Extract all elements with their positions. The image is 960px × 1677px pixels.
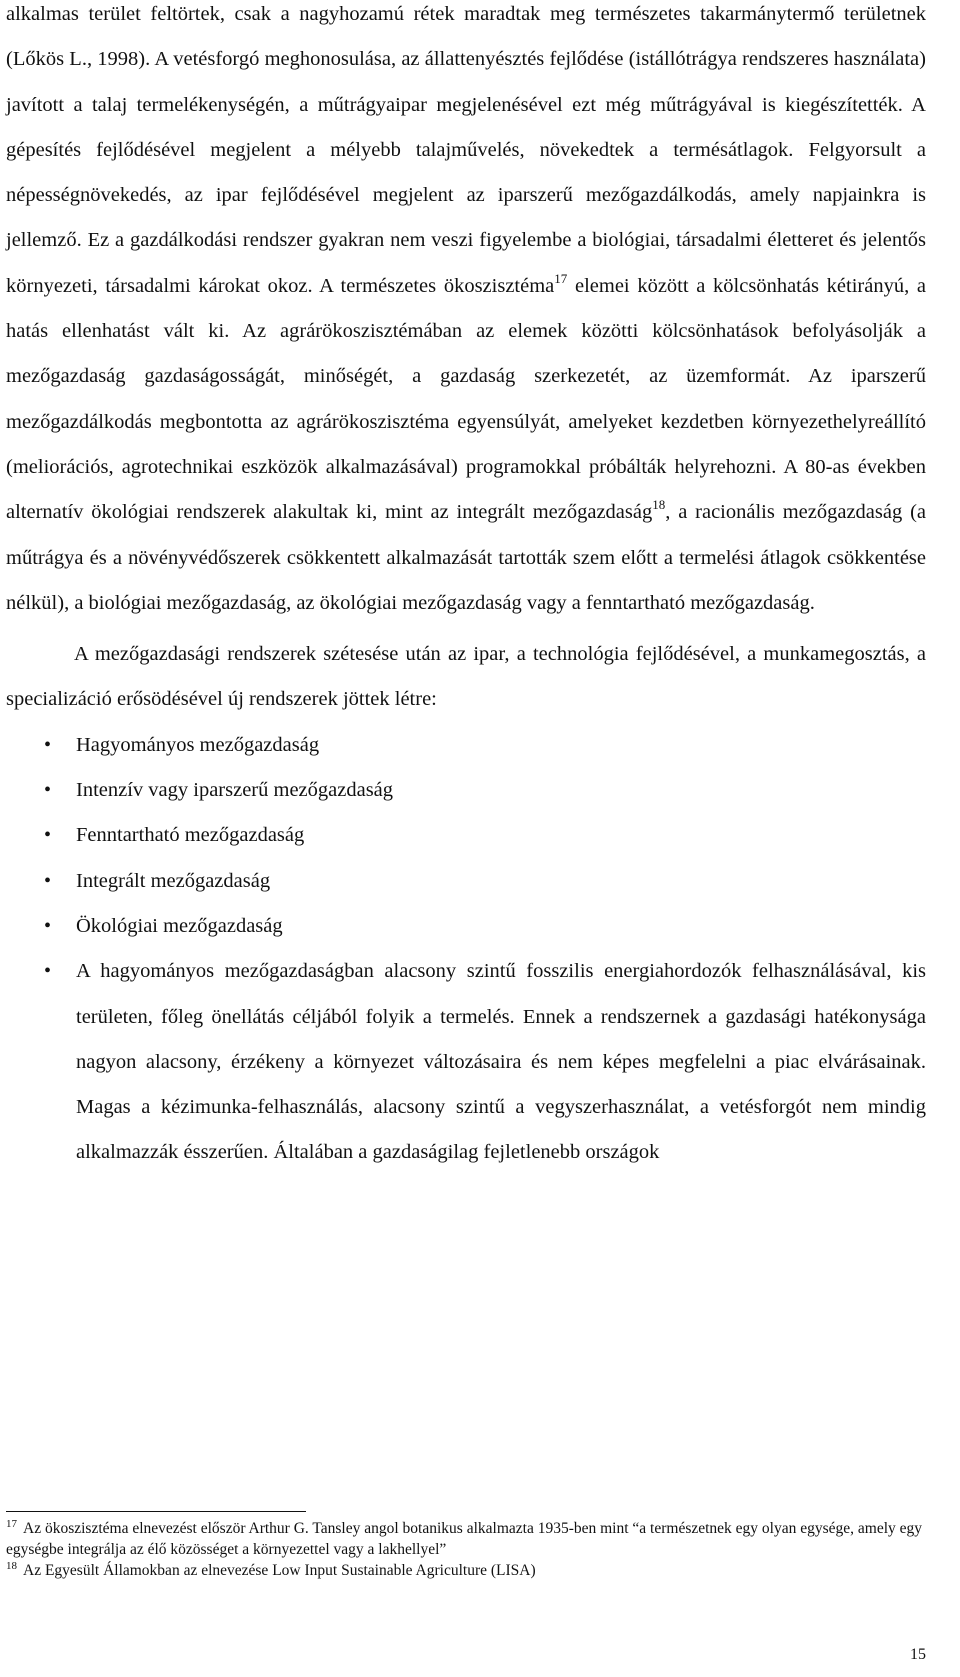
bullet-icon: • [44,824,52,847]
footnote-text: Az Egyesült Államokban az elnevezése Low Input Sustainable Agriculture (LISA) [23,1562,536,1579]
list-item-text: Intenzív vagy iparszerű mezőgazdaság [76,779,394,802]
footnote-number: 18 [6,1560,17,1572]
bullet-icon: • [44,869,52,892]
list-item [6,949,926,1175]
bullet-icon: • [44,914,52,937]
page-number: 15 [910,1646,926,1663]
bullet-icon: • [44,960,52,983]
list-item-text: Fenntartható mezőgazdaság [76,824,305,847]
list-item-text: Integrált mezőgazdaság [76,869,271,892]
list-item [6,859,926,904]
paragraph-text: , a racionális mezőgazdaság (a műtrágya és a növényvédőszerek csökkentett alkalmazását tartották szem előtt a termelési átlagok csökkentése nélkül), a biológiai mezőgazdaság, az ökológiai mezőgazdaság vagy a fenntartható mezőgazdaság. [6,501,926,614]
bullet-list [6,723,926,1176]
list-item [6,904,926,949]
list-item [6,813,926,858]
bullet-icon: • [44,779,52,802]
list-item [6,768,926,813]
footnote-number: 17 [6,1518,17,1530]
footnote-reference: 18 [652,497,666,513]
footnote [6,1560,926,1581]
bullet-icon: • [44,733,52,756]
list-item-text: A hagyományos mezőgazdaságban alacsony szintű fosszilis energiahordozók felhasználásával, kis területen, főleg önellátás céljából folyik a termelés. Ennek a rendszernek a gazdasági hatékonysága nagyon alacsony, érzékeny a környezet változásaira és nem képes megfelelni a piac elvárásainak. Magas a kézimunka-felhasználás, alacsony szintű a vegyszerhasználat, a vetésforgót nem mindig alkalmazzák ésszerűen. Általában a gazdaságilag fejletlenebb országok [76,960,926,1164]
footnotes [6,1511,926,1581]
body-paragraph [6,0,926,626]
footnote-divider [6,1511,306,1512]
paragraph-text: alkalmas terület feltörtek, csak a nagyhozamú rétek maradtak meg természetes takarmánytermő területnek (Lőkös L., 1998). A vetésforgó meghonosulása, az állattenyésztés fejlődése (istállótrágya rendszeres használata) javított a talaj termelékenységén, a műtrágyaipar megjelenésével ezt még műtrágyával is kiegészítették. A gépesítés fejlődésével megjelent a mélyebb talajművelés, növekedtek a termésátlagok. Felgyorsult a népességnövekedés, az ipar fejlődésével megjelent az iparszerű mezőgazdálkodás, amely napjainkra is jellemző. Ez a gazdálkodási rendszer gyakran nem veszi figyelembe a biológiai, társadalmi életteret és jelentős környezeti, társadalmi károkat okoz. A természetes ökoszisztéma [6,3,926,297]
list-item-text: Ökológiai mezőgazdaság [76,914,283,937]
list-item [6,723,926,768]
footnote-text: Az ökoszisztéma elnevezést először Arthur G. Tansley angol botanikus alkalmazta 1935-ben mint “a természetnek egy olyan egysége, amely egy egységbe integrálja az élő közösséget a környezettel vagy a lakhellyel” [6,1520,923,1558]
footnote-reference: 17 [554,270,568,286]
list-item-text: Hagyományos mezőgazdaság [76,733,320,756]
paragraph-text: elemei között a kölcsönhatás kétirányú, a hatás ellenhatást vált ki. Az agrárökoszisztémában az elemek közötti kölcsönhatások befolyásolják a mezőgazdaság gazdaságosságát, minőségét, a gazdaság szerkezetét, az üzemformát. Az iparszerű mezőgazdálkodás megbontotta az agrárökoszisztéma egyensúlyát, amelyeket kezdetben környezethelyreállító (meliorációs, agrotechnikai eszközök alkalmazásával) programokkal próbálták helyrehozni. A 80-as években alternatív ökológiai rendszerek alakultak ki, mint az integrált mezőgazdaság [6,274,926,524]
footnote [6,1518,926,1560]
body-paragraph: A mezőgazdasági rendszerek szétesése után az ipar, a technológia fejlődésével, a munkamegosztás, a specializáció erősödésével új rendszerek jöttek létre: [6,643,926,711]
